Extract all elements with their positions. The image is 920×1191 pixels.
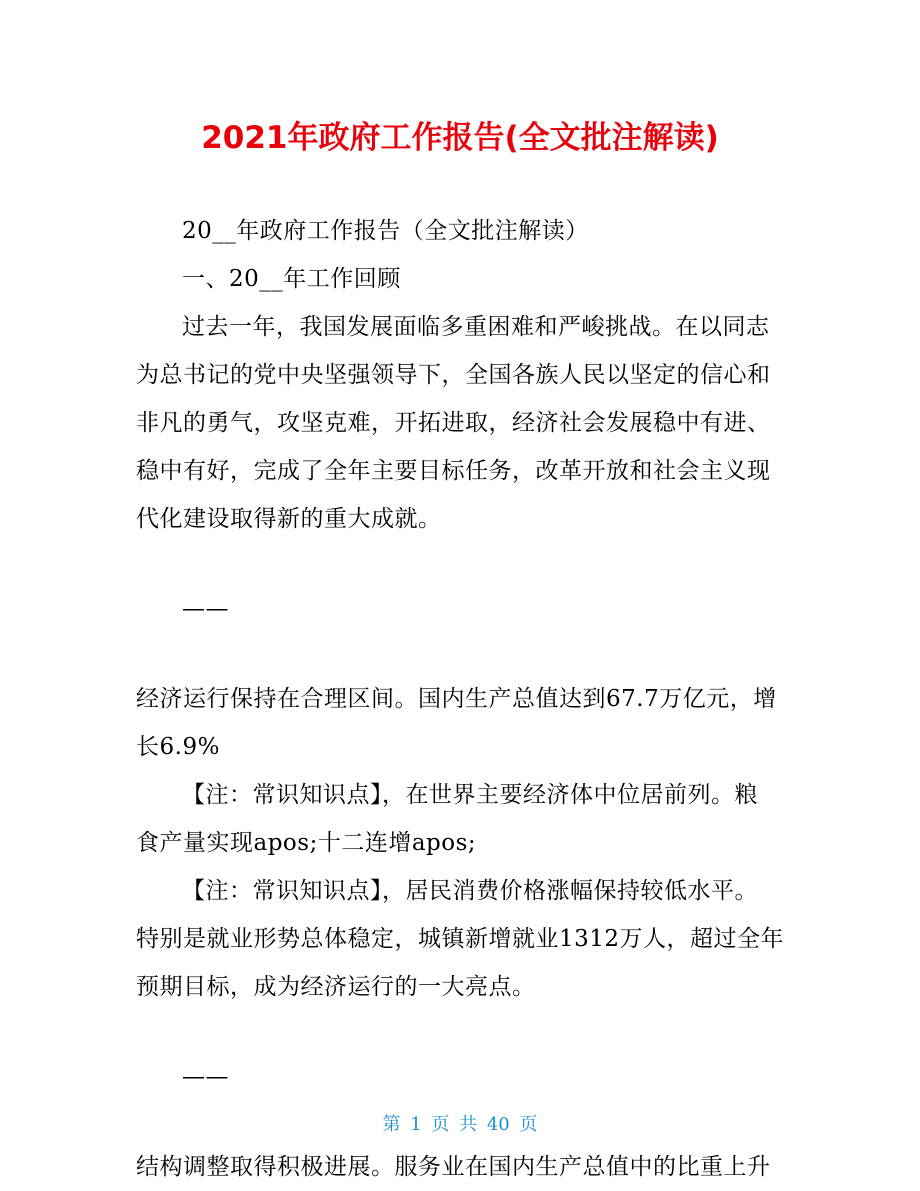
paragraph-gap bbox=[136, 543, 786, 585]
paragraph-line: 过去一年，我国发展面临多重困难和严峻挑战。在以同志 bbox=[182, 314, 770, 340]
paragraph-line: 为总书记的党中央坚强领导下，全国各族人民以坚定的信心和 bbox=[136, 362, 771, 388]
paragraph-line: 特别是就业形势总体稳定，城镇新增就业1312万人，超过全年 bbox=[136, 926, 785, 952]
paragraph-line: 代化建设取得新的重大成就。 bbox=[136, 506, 442, 532]
document-body bbox=[136, 207, 786, 1191]
paragraph-line: 结构调整取得积极进展。服务业在国内生产总值中的比重上升 bbox=[136, 1154, 771, 1180]
dash-separator: —— bbox=[182, 1064, 229, 1090]
paragraph-line: 经济运行保持在合理区间。国内生产总值达到67.7万亿元，增 bbox=[136, 686, 777, 712]
paragraph-line: 食产量实现apos;十二连增apos; bbox=[136, 830, 477, 856]
paragraph-gap bbox=[136, 633, 786, 675]
annotation-line: 【注：常识知识点】，居民消费价格涨幅保持较低水平。 bbox=[182, 878, 758, 904]
paragraph-gap bbox=[136, 1011, 786, 1053]
paragraph-line: 稳中有好，完成了全年主要目标任务，改革开放和社会主义现 bbox=[136, 458, 771, 484]
paragraph-line: 长6.9% bbox=[136, 734, 220, 760]
page-number-footer: 第 1 页 共 40 页 bbox=[382, 1114, 538, 1135]
subtitle-line: 20__年政府工作报告（全文批注解读） bbox=[182, 218, 589, 244]
document-title: 2021年政府工作报告(全文批注解读) bbox=[201, 120, 719, 156]
section-heading: 一、20__年工作回顾 bbox=[182, 266, 401, 292]
paragraph-line: 预期目标，成为经济运行的一大亮点。 bbox=[136, 974, 536, 1000]
annotation-line: 【注：常识知识点】，在世界主要经济体中位居前列。粮 bbox=[182, 782, 758, 808]
dash-separator: —— bbox=[182, 596, 229, 622]
paragraph-line: 非凡的勇气，攻坚克难，开拓进取，经济社会发展稳中有进、 bbox=[136, 410, 771, 436]
